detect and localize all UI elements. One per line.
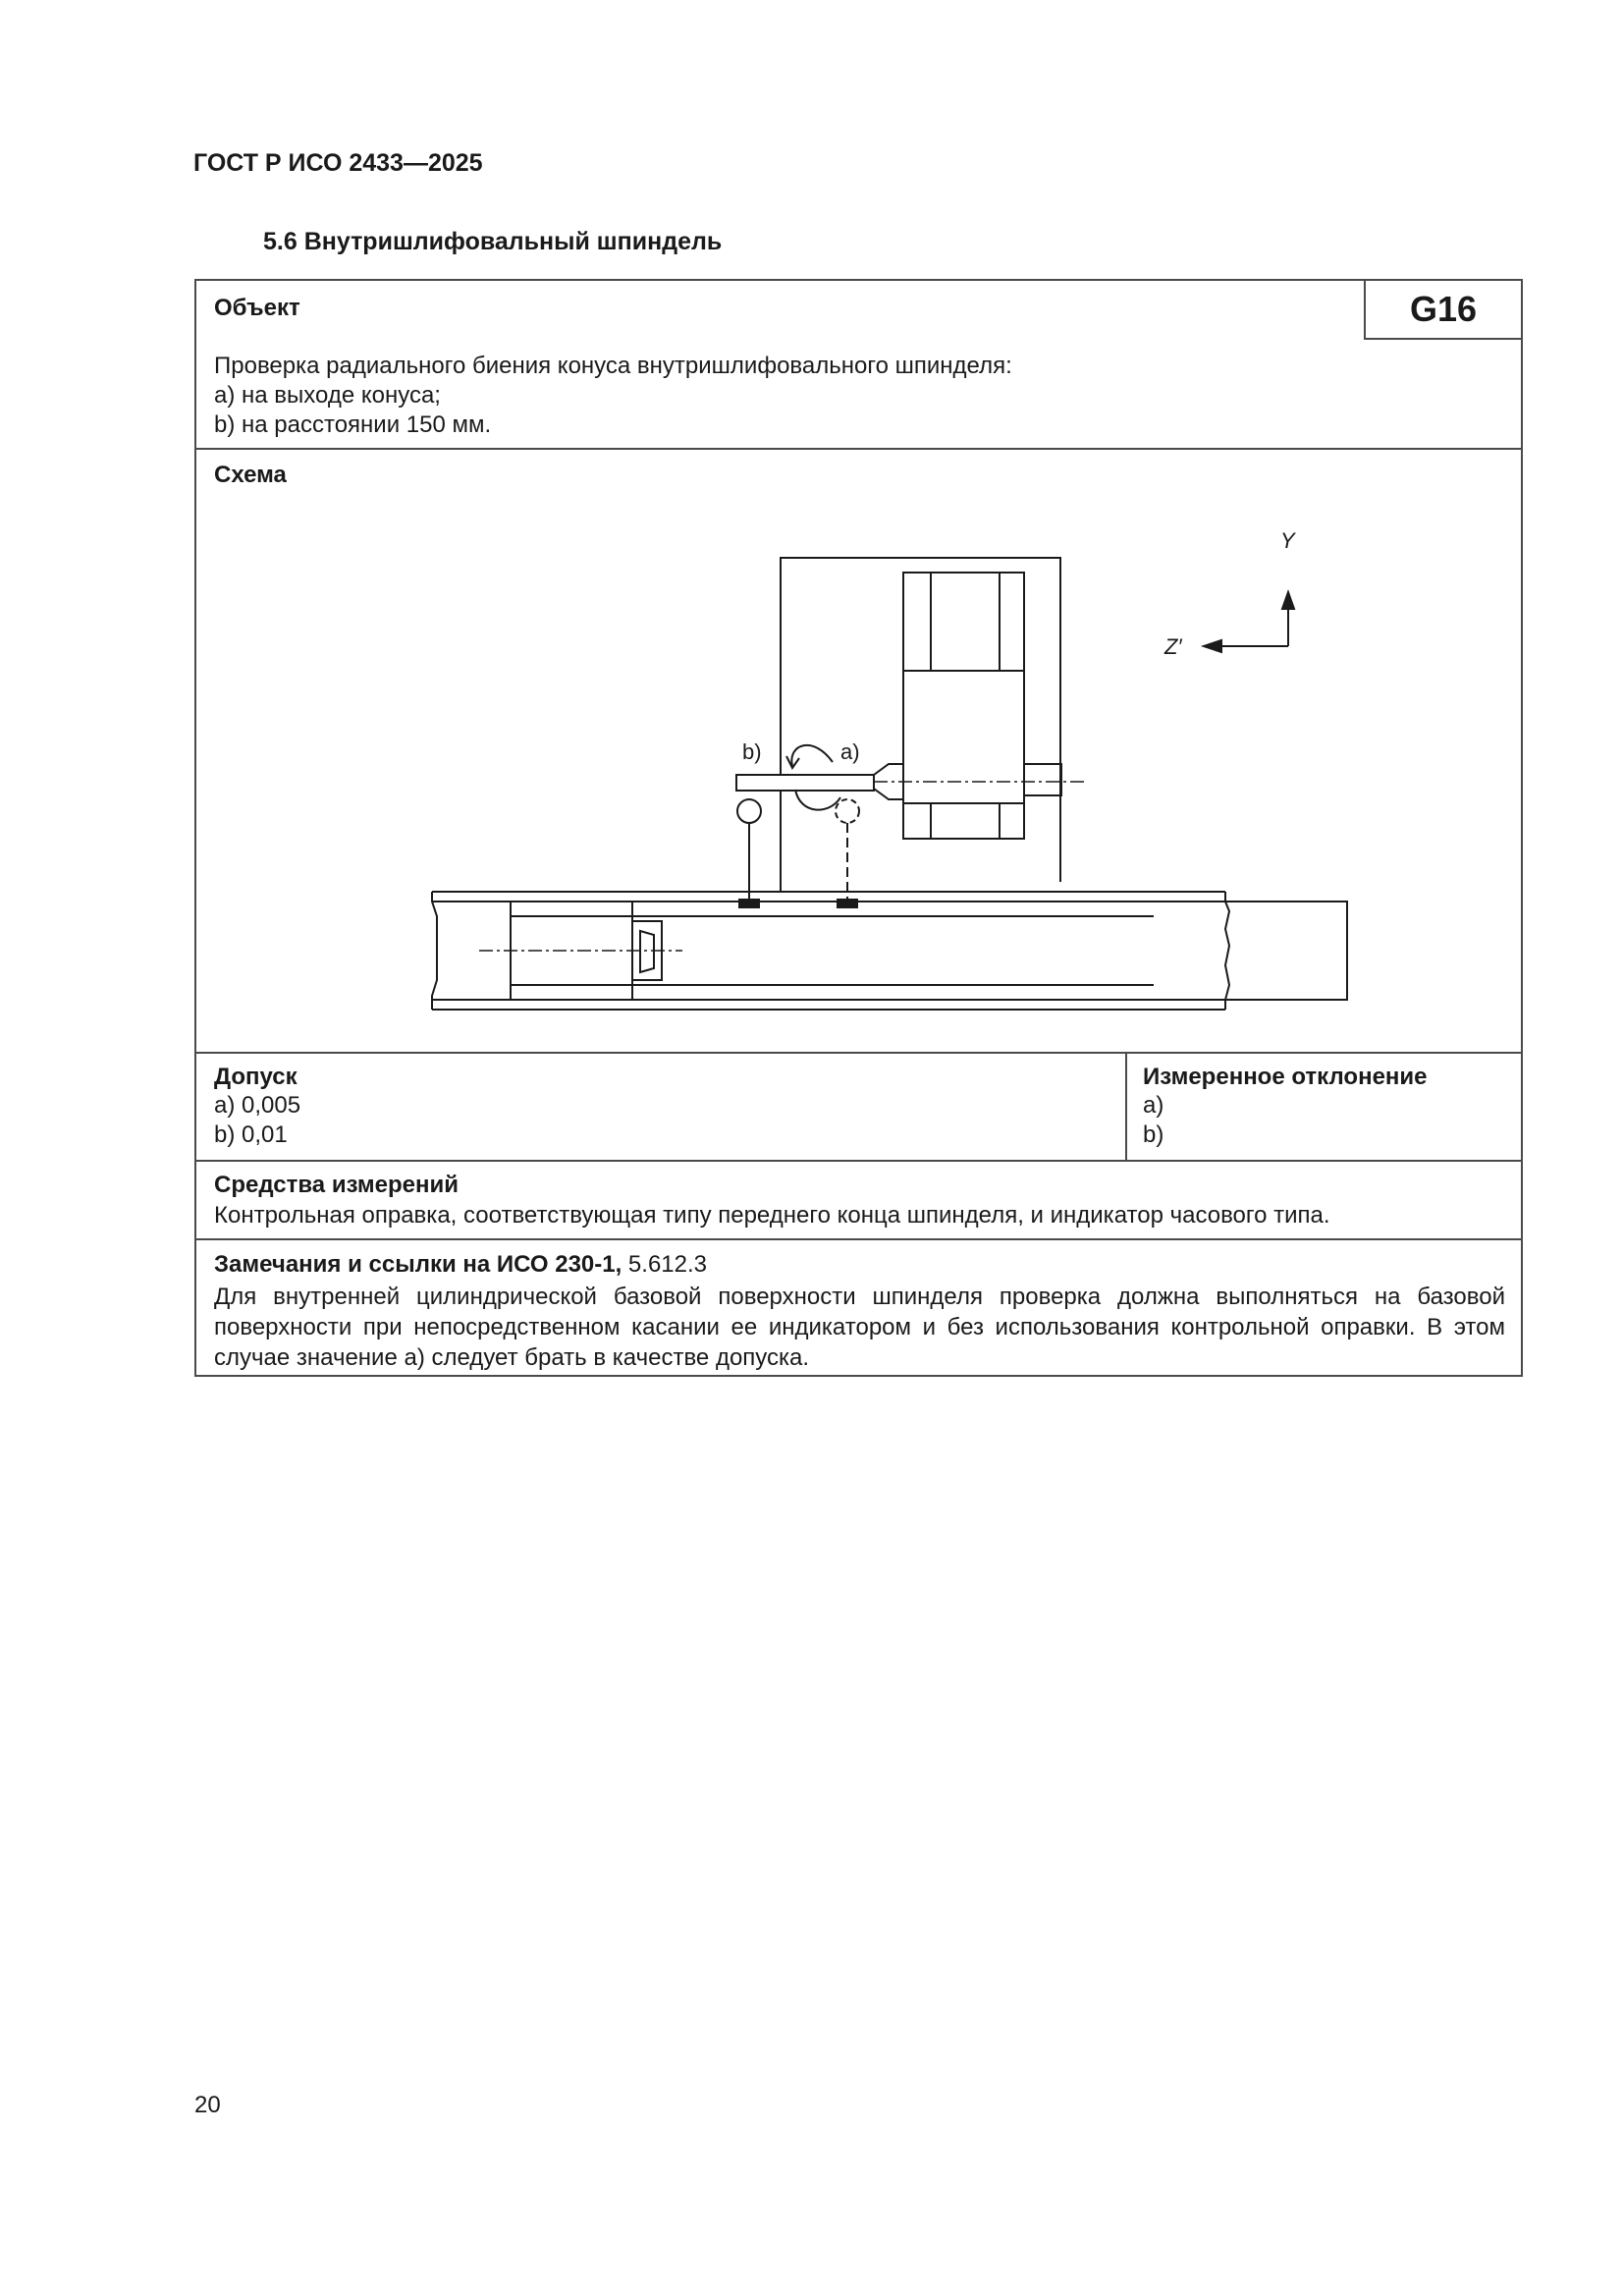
notes-reference: 5.612.3 [622, 1251, 708, 1278]
deviation-item-b: b) [1143, 1121, 1164, 1148]
means-label: Средства измерений [214, 1172, 460, 1198]
tolerance-row [196, 1054, 1521, 1162]
means-text: Контрольная оправка, соответствующая типу переднего конца шпинделя, и индикатор часового типа. [214, 1202, 1330, 1229]
notes-row [196, 1240, 1521, 1377]
scheme-label: Схема [214, 462, 287, 488]
section-title: 5.6 Внутришлифовальный шпиндель [263, 228, 723, 255]
tolerance-item-b: b) 0,01 [214, 1121, 288, 1148]
notes-label: Замечания и ссылки на ИСО 230-1, [214, 1251, 622, 1278]
object-label: Объект [214, 295, 300, 321]
object-item-a: a) на выходе конуса; [214, 382, 441, 409]
page-number: 20 [194, 2092, 221, 2118]
deviation-item-a: a) [1143, 1092, 1164, 1119]
axis-z-label: Z′ [1164, 634, 1182, 659]
deviation-label: Измеренное отклонение [1143, 1064, 1428, 1090]
column-divider [1125, 1054, 1127, 1160]
object-item-b: b) на расстоянии 150 мм. [214, 411, 492, 438]
axis-y-label: Y [1280, 528, 1295, 553]
scheme-diagram [196, 450, 1521, 1050]
tolerance-label: Допуск [214, 1064, 298, 1090]
label-b: b) [742, 739, 762, 764]
tolerance-item-a: a) 0,005 [214, 1092, 301, 1119]
check-card [194, 279, 1523, 1377]
means-row [196, 1162, 1521, 1240]
document-header: ГОСТ Р ИСО 2433—2025 [193, 149, 483, 177]
label-a: a) [840, 739, 860, 764]
object-description: Проверка радиального биения конуса внутришлифовального шпинделя: [214, 353, 1012, 379]
notes-text: Для внутренней цилиндрической базовой поверхности шпинделя проверка должна выполняться на базовой поверхности при непосредственном касании ее индикатором и без использования контрольной оправки. В этом случае значение а) следует брать в качестве допуска. [214, 1284, 1505, 1371]
scheme-row [196, 450, 1521, 1054]
object-row [196, 281, 1521, 450]
check-code: G16 [1364, 281, 1521, 340]
